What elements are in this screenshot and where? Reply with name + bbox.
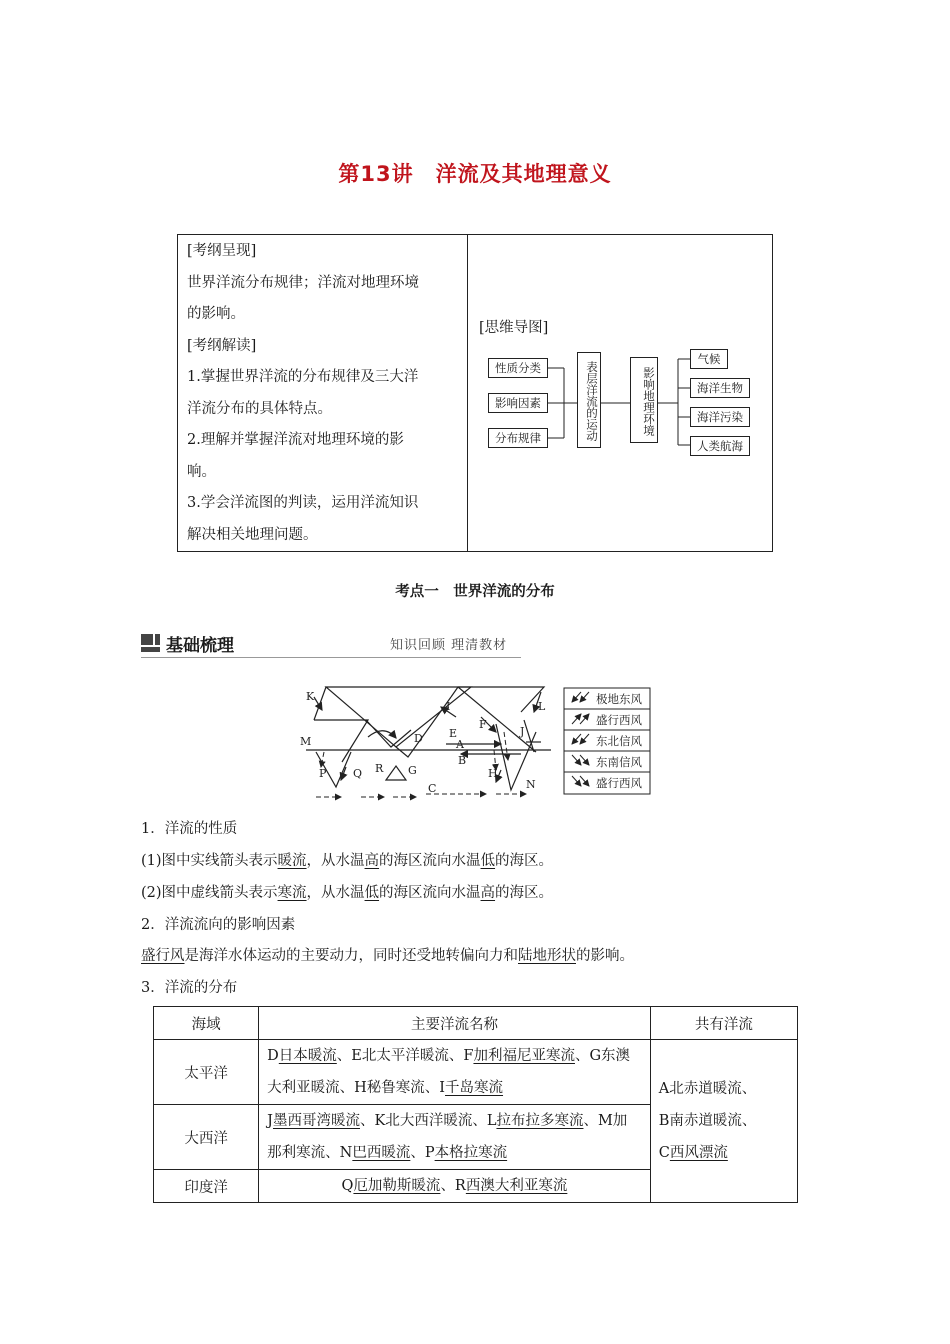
text: 的海区。	[495, 853, 554, 869]
legend-label: 盛行西风	[596, 713, 642, 727]
legend-label: 盛行西风	[596, 776, 642, 790]
outline-divider	[467, 234, 468, 552]
section-heading: 考点一 世界洋流的分布	[395, 584, 555, 600]
mindmap-right-item: 海洋生物	[690, 378, 750, 398]
text: 的影响。	[576, 948, 634, 964]
jiedu-1a: 1.掌握世界洋流的分布规律及三大洋	[187, 369, 419, 385]
square-bullet-icon	[141, 634, 160, 652]
jichu-title: 基础梳理	[166, 636, 234, 656]
answer: 高	[364, 853, 380, 869]
jichu-underline	[141, 657, 521, 658]
mindmap-left-item: 分布规律	[488, 428, 548, 448]
gangjian-text-1: 世界洋流分布规律；洋流对地理环境	[187, 274, 419, 291]
answer: 加利福尼亚寒流	[473, 1048, 575, 1064]
jiedu-2a: 2.理解并掌握洋流对地理环境的影	[187, 432, 404, 448]
ocean-current-table	[153, 1006, 798, 1203]
table-header: 海域	[154, 1007, 259, 1040]
mindmap-right-item: 海洋污染	[690, 407, 750, 427]
table-header: 主要洋流名称	[259, 1007, 651, 1040]
text: ，从水温	[306, 853, 365, 869]
gangjian-header: [考纲呈现]	[187, 243, 257, 259]
answer: 西风漂流	[669, 1145, 728, 1161]
text: 是海洋水体运动的主要动力，同时还受地转偏向力和	[184, 948, 518, 964]
text: 、E北太平洋暖流、F	[336, 1048, 474, 1064]
jiedu-3a: 3.学会洋流图的判读，运用洋流知识	[187, 495, 419, 511]
page-title: 第13讲 洋流及其地理意义	[338, 162, 612, 186]
answer: 厄加勒斯暖流	[353, 1178, 441, 1194]
jiedu-1b: 洋流分布的具体特点。	[187, 400, 332, 417]
diagram-label: K	[306, 690, 315, 703]
answer: 暖流	[277, 853, 307, 869]
diagram-label: C	[428, 782, 437, 795]
s2-title: 2．洋流流向的影响因素	[141, 917, 296, 933]
diagram-label: J	[520, 725, 525, 738]
answer: 拉布拉多寒流	[496, 1113, 584, 1129]
jiedu-2b: 响。	[187, 463, 216, 480]
answer: 陆地形状	[518, 948, 576, 964]
text: 的海区流向水温	[379, 885, 481, 901]
text: 、G东澳大利亚暖流、H秘鲁寒流、I	[267, 1048, 631, 1096]
table-header-row	[154, 1007, 798, 1040]
diagram-label: L	[538, 700, 546, 713]
legend-label: 极地东风	[596, 692, 642, 706]
s1-line-1	[141, 849, 553, 870]
answer: 高	[480, 885, 496, 901]
diagram-label: Q	[353, 767, 363, 780]
text: J	[267, 1113, 273, 1129]
table-header: 共有洋流	[650, 1007, 797, 1040]
diagram-label: E	[449, 727, 458, 740]
answer: 盛行风	[141, 948, 185, 964]
text: (2)图中虚线箭头表示	[141, 885, 278, 901]
current-names	[259, 1170, 651, 1203]
diagram-label: B	[458, 754, 467, 767]
mindmap-right-item: 人类航海	[690, 436, 750, 456]
text: C	[658, 1145, 670, 1161]
mindmap-middle: 影响地理环境	[630, 357, 658, 443]
mindmap-label: [思维导图]	[479, 320, 549, 336]
answer: 日本暖流	[278, 1048, 337, 1064]
answer: 本格拉寒流	[434, 1145, 508, 1161]
answer: 墨西哥湾暖流	[272, 1113, 360, 1129]
text: D	[267, 1048, 279, 1064]
s2-line	[141, 944, 634, 965]
diagram-label: I	[446, 700, 451, 713]
ocean-current-diagram	[296, 682, 661, 802]
answer: 低	[364, 885, 380, 901]
diagram-label: D	[414, 732, 423, 745]
text: 的海区流向水温	[379, 853, 481, 869]
diagram-label: P	[319, 767, 327, 780]
mindmap-left-item: 影响因素	[488, 393, 548, 413]
legend-label: 东北信风	[596, 734, 642, 748]
sea-name: 太平洋	[154, 1040, 259, 1105]
text: Q	[341, 1178, 354, 1194]
text: B南赤道暖流、	[658, 1113, 757, 1129]
jiedu-header: [考纲解读]	[187, 337, 257, 354]
text: 、R	[440, 1178, 466, 1194]
s1-line-2	[141, 881, 553, 902]
table-row	[154, 1040, 798, 1105]
shared-currents	[650, 1040, 797, 1203]
mindmap-left-item: 性质分类	[488, 358, 548, 378]
answer: 巴西暖流	[352, 1145, 411, 1161]
legend-label: 东南信风	[596, 755, 642, 769]
text: ，从水温	[306, 885, 365, 901]
text: A北赤道暖流、	[658, 1081, 757, 1097]
text: 、P	[410, 1145, 435, 1161]
mindmap-center: 表层洋流的运动	[577, 352, 601, 448]
answer: 千岛寒流	[445, 1080, 504, 1096]
sea-name: 大西洋	[154, 1105, 259, 1170]
gangjian-text-2: 的影响。	[187, 306, 245, 322]
text: 、K北大西洋暖流、L	[359, 1113, 497, 1129]
answer: 低	[480, 853, 496, 869]
text: (1)图中实线箭头表示	[141, 853, 278, 869]
jiedu-3b: 解决相关地理问题。	[187, 526, 318, 543]
answer: 寒流	[277, 885, 307, 901]
outline-left-column	[187, 236, 462, 551]
text: 的海区。	[495, 885, 554, 901]
answer: 西澳大利亚寒流	[465, 1178, 568, 1194]
sea-name: 印度洋	[154, 1170, 259, 1203]
current-names	[259, 1040, 651, 1105]
current-names	[259, 1105, 651, 1170]
diagram-label: R	[375, 762, 384, 775]
mindmap-right-item: 气候	[690, 349, 728, 369]
jichu-subtitle: 知识回顾 理清教材	[390, 638, 508, 653]
s1-title: 1．洋流的性质	[141, 821, 238, 837]
diagram-label: M	[300, 735, 312, 748]
diagram-label: G	[408, 764, 417, 777]
text-line	[659, 1137, 789, 1169]
diagram-label: H	[488, 767, 498, 780]
s3-title: 3．洋流的分布	[141, 980, 238, 996]
text: 、M加那利寒流、N	[267, 1113, 628, 1161]
diagram-label: A	[456, 738, 464, 751]
diagram-label: N	[526, 778, 536, 791]
diagram-label: F	[479, 718, 487, 731]
